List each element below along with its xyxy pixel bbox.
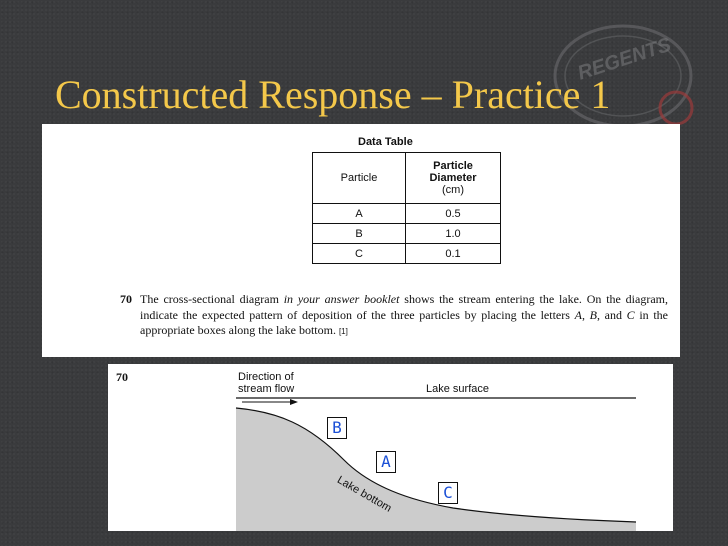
data-table	[312, 152, 501, 264]
cell-particle: B	[313, 224, 406, 244]
answer-box-b[interactable]: B	[327, 417, 347, 439]
question-number: 70	[120, 292, 132, 306]
table-caption: Data Table	[358, 136, 413, 148]
table-header-row	[313, 153, 501, 204]
answer-diagram-panel	[108, 364, 673, 531]
cell-particle: C	[313, 244, 406, 264]
table-row	[313, 224, 501, 244]
table-row	[313, 244, 501, 264]
cell-diameter: 0.1	[406, 244, 501, 264]
answer-box-c[interactable]: C	[438, 482, 458, 504]
arrow-head-icon	[290, 399, 298, 405]
table-row	[313, 204, 501, 224]
lake-surface-label: Lake surface	[426, 383, 489, 395]
slide-title: Constructed Response – Practice 1	[55, 72, 611, 117]
answer-box-a[interactable]: A	[376, 451, 396, 473]
answer-number: 70	[116, 370, 128, 384]
direction-label: Direction of stream flow	[238, 371, 295, 395]
question-text: The cross-sectional diagram in your answer booklet shows the stream entering the lake. On the diagram, indicate the expected pattern of deposition of the three particles by placing the letters A, B, and C in the appropriate boxes along the lake bottom. [1]	[140, 292, 669, 337]
question-points: [1]	[338, 327, 348, 336]
lake-bottom-label: Lake bottom	[335, 474, 394, 515]
cell-diameter: 1.0	[406, 224, 501, 244]
question-panel	[42, 124, 680, 357]
svg-text:REGENTS: REGENTS	[574, 33, 674, 85]
cell-diameter: 0.5	[406, 204, 501, 224]
water-body	[236, 408, 636, 531]
header-diameter: Particle Diameter (cm)	[406, 153, 501, 204]
header-particle: Particle	[313, 153, 406, 204]
cell-particle: A	[313, 204, 406, 224]
